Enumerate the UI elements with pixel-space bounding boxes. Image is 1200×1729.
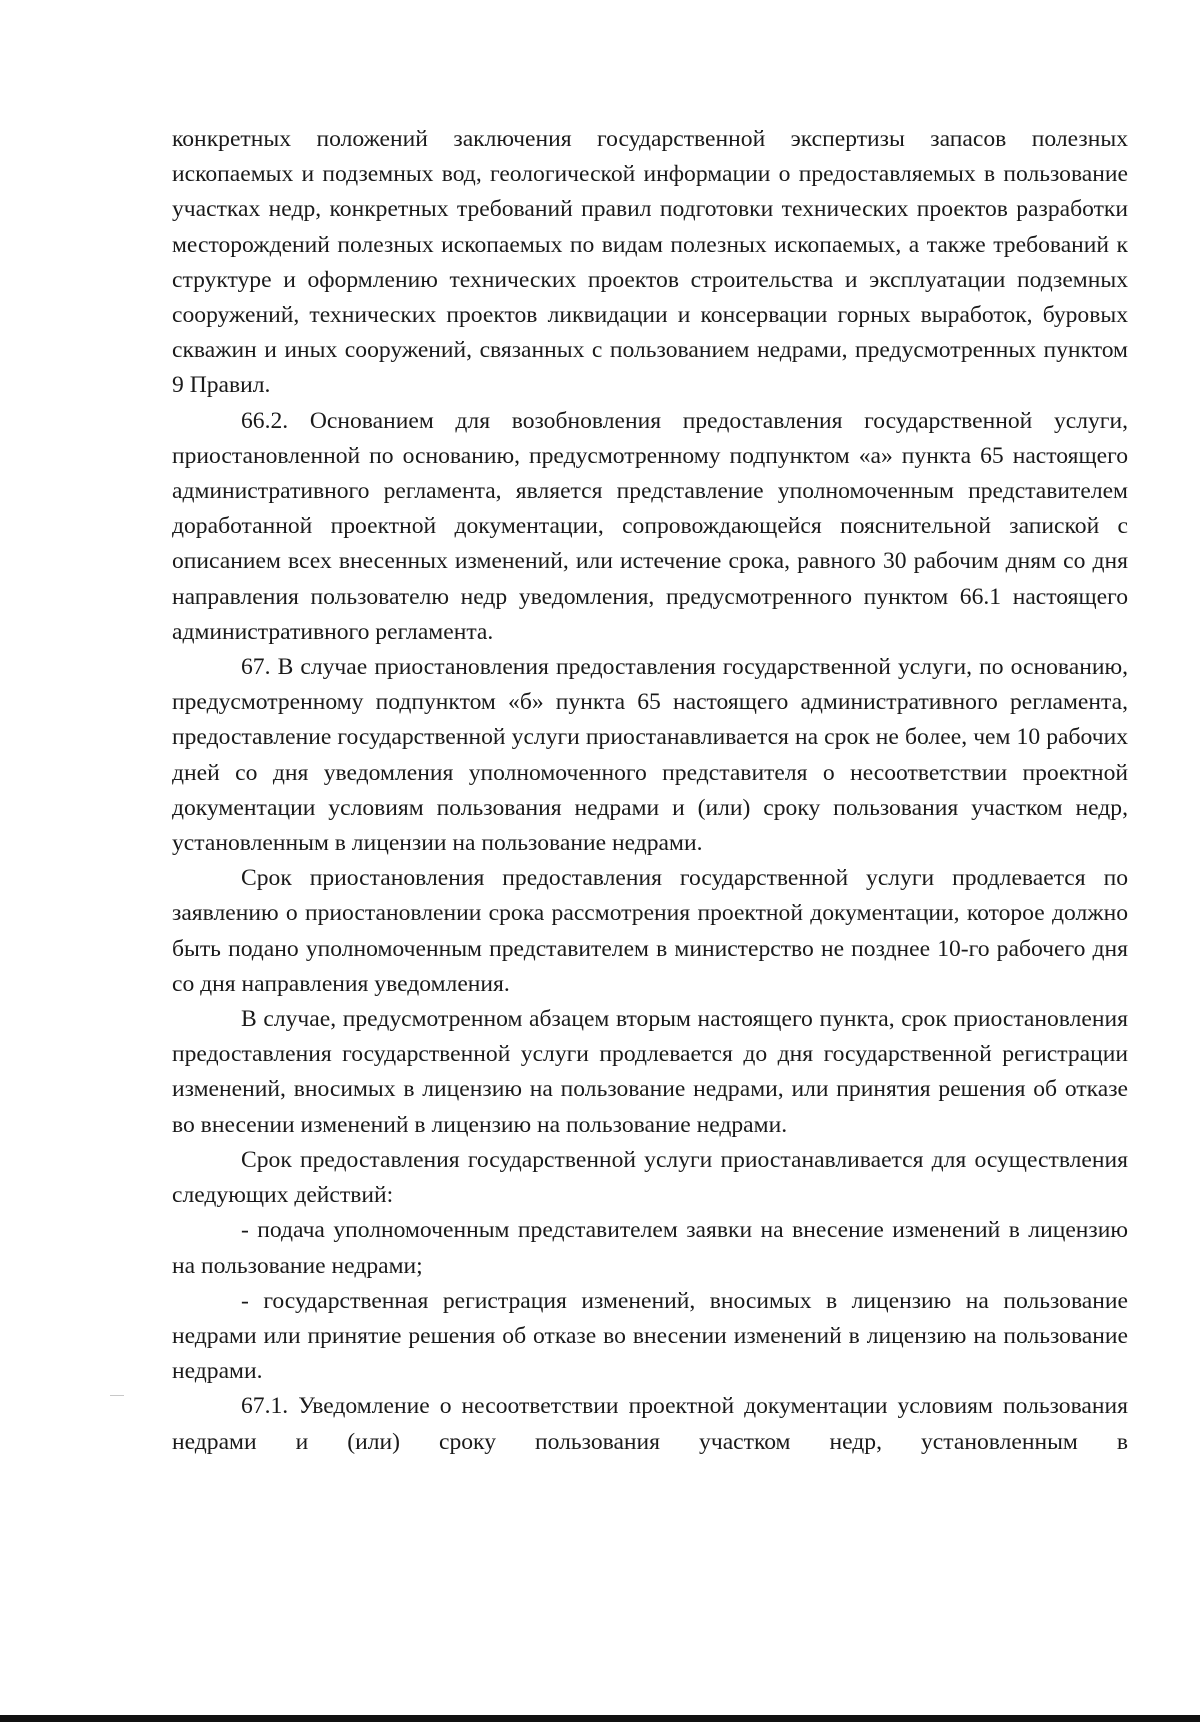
document-body bbox=[172, 122, 1128, 1460]
paragraph-conditions-continued: конкретных положений заключения государственной экспертизы запасов полезных ископаемых и подземных вод, геологической информации о предоставляемых в пользование участках недр, конкретных требований правил подготовки технических проектов разработки месторождений полезных ископаемых по видам полезных ископаемых, а также требований к структуре и оформлению технических проектов строительства и эксплуатации подземных сооружений, технических проектов ликвидации и консервации горных выработок, буровых скважин и иных сооружений, связанных с пользованием недрами, предусмотренных пунктом 9 Правил. bbox=[172, 126, 1128, 399]
paragraph-case-second-abstract: В случае, предусмотренном абзацем вторым настоящего пункта, срок приостановления предоставления государственной услуги продлевается до дня государственной регистрации изменений, вносимых в лицензию на пользование недрами, или принятия решения об отказе во внесении изменений в лицензию на пользование недрами. bbox=[172, 1006, 1128, 1138]
paragraph-suspension-extension: Срок приостановления предоставления государственной услуги продлевается по заявлению о приостановлении срока рассмотрения проектной документации, которое должно быть подано уполномоченным представителем в министерство не позднее 10-го рабочего дня со дня направления уведомления. bbox=[172, 865, 1128, 997]
paragraph-suspension-actions: Срок предоставления государственной услуги приостанавливается для осуществления следующих действий: bbox=[172, 1146, 1128, 1209]
page-bottom-edge bbox=[0, 1715, 1200, 1722]
paragraph-66-2: 66.2. Основанием для возобновления предоставления государственной услуги, приостановленной по основанию, предусмотренному подпунктом «а» пункта 65 настоящего административного регламента, является представление уполномоченным представителем доработанной проектной документации, сопровождающейся пояснительной запиской с описанием всех внесенных изменений, или истечение срока, равного 30 рабочим дням со дня направления пользователю недр уведомления, предусмотренного пунктом 66.1 настоящего административного регламента. bbox=[172, 407, 1128, 645]
paragraph-67-1: 67.1. Уведомление о несоответствии проектной документации условиям пользования недрами и (или) сроку пользования участком недр, установленным в bbox=[172, 1393, 1128, 1455]
list-item-application-submission: - подача уполномоченным представителем заявки на внесение изменений в лицензию на пользование недрами; bbox=[172, 1217, 1128, 1279]
list-item-state-registration: - государственная регистрация изменений, вносимых в лицензию на пользование недрами или принятие решения об отказе во внесении изменений в лицензию на пользование недрами. bbox=[172, 1287, 1128, 1385]
paragraph-67: 67. В случае приостановления предоставления государственной услуги, по основанию, предусмотренному подпунктом «б» пункта 65 настоящего административного регламента, предоставление государственной услуги приостанавливается на срок не более, чем 10 рабочих дней со дня уведомления уполномоченного представителя о несоответствии проектной документации условиям пользования недрами и (или) сроку пользования участком недр, установленным в лицензии на пользование недрами. bbox=[172, 654, 1128, 857]
scan-margin-mark bbox=[110, 1395, 124, 1396]
